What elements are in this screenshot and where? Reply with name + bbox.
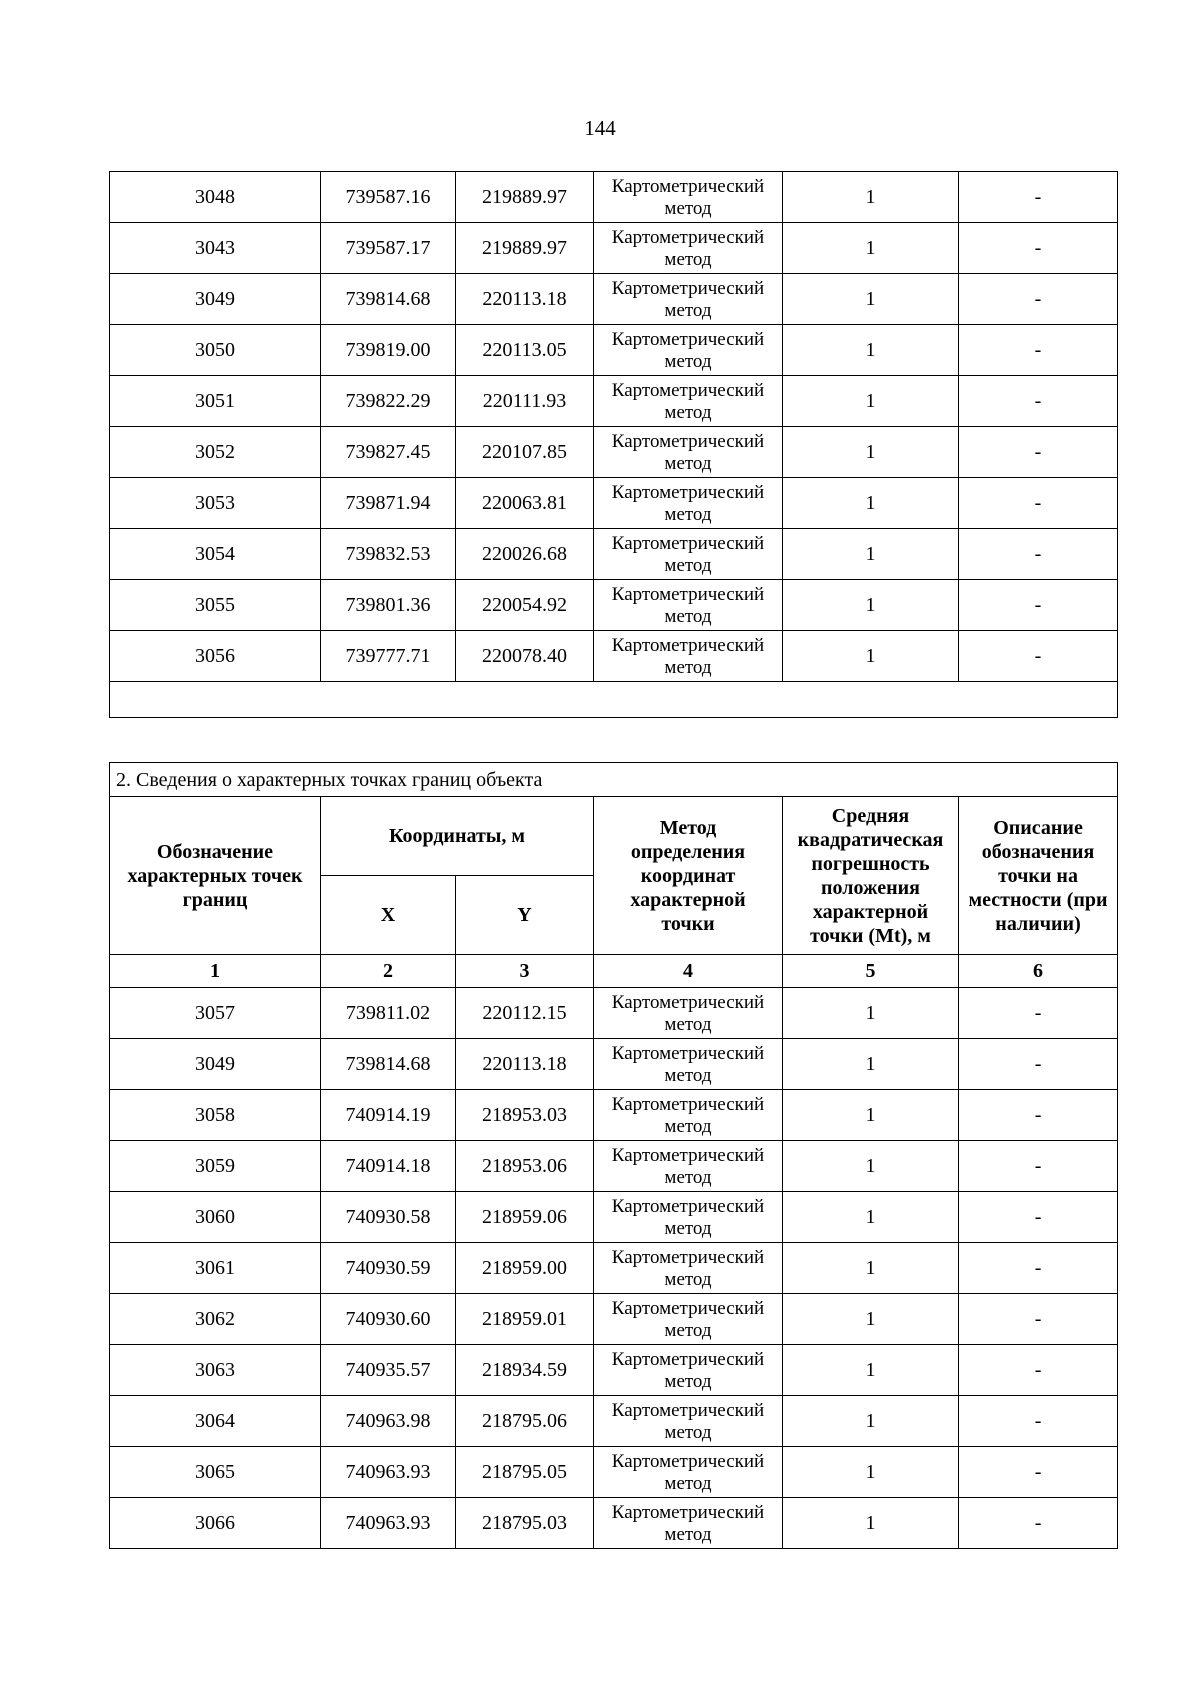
x-coordinate-cell: 739777.71 bbox=[321, 631, 456, 682]
description-cell: - bbox=[959, 376, 1118, 427]
description-cell: - bbox=[959, 1090, 1118, 1141]
method-line: Картометрический bbox=[611, 379, 765, 401]
x-coordinate-cell: 740914.18 bbox=[321, 1141, 456, 1192]
method-line: метод bbox=[664, 197, 712, 219]
header-line: квадратическая bbox=[797, 828, 944, 851]
method-line: метод bbox=[664, 1472, 712, 1494]
column-number: 1 bbox=[110, 955, 321, 988]
description-cell: - bbox=[959, 529, 1118, 580]
header-line: точки на bbox=[998, 864, 1078, 887]
table1-body bbox=[110, 172, 1118, 718]
header-line: положения bbox=[821, 876, 920, 899]
table-row bbox=[110, 478, 1118, 529]
method-cell bbox=[594, 529, 783, 580]
x-coordinate-cell: 740935.57 bbox=[321, 1345, 456, 1396]
header-error bbox=[783, 797, 959, 955]
description-cell: - bbox=[959, 1396, 1118, 1447]
header-line: определения bbox=[630, 840, 746, 863]
method-cell bbox=[594, 1090, 783, 1141]
header-line: погрешность bbox=[811, 852, 930, 875]
method-line: метод bbox=[664, 1319, 712, 1341]
method-line: Картометрический bbox=[611, 1501, 765, 1523]
y-coordinate-cell: 218795.05 bbox=[456, 1447, 594, 1498]
method-cell bbox=[594, 1447, 783, 1498]
method-line: Картометрический bbox=[611, 277, 765, 299]
empty-row bbox=[110, 682, 1118, 718]
method-cell bbox=[594, 1294, 783, 1345]
y-coordinate-cell: 218934.59 bbox=[456, 1345, 594, 1396]
x-coordinate-cell: 740930.59 bbox=[321, 1243, 456, 1294]
point-cell: 3050 bbox=[110, 325, 321, 376]
method-line: метод bbox=[664, 1268, 712, 1290]
header-line: Описание bbox=[993, 816, 1083, 839]
method-line: Картометрический bbox=[611, 1450, 765, 1472]
column-number: 5 bbox=[783, 955, 959, 988]
description-cell: - bbox=[959, 325, 1118, 376]
error-cell: 1 bbox=[783, 529, 959, 580]
column-number: 2 bbox=[321, 955, 456, 988]
empty-cell bbox=[110, 682, 1118, 718]
point-cell: 3060 bbox=[110, 1192, 321, 1243]
error-cell: 1 bbox=[783, 172, 959, 223]
point-cell: 3052 bbox=[110, 427, 321, 478]
header-line: обозначения bbox=[981, 840, 1095, 863]
table2-header bbox=[110, 763, 1118, 988]
method-line: Картометрический bbox=[611, 1042, 765, 1064]
method-line: метод bbox=[664, 1370, 712, 1392]
x-coordinate-cell: 739814.68 bbox=[321, 1039, 456, 1090]
table-row bbox=[110, 1141, 1118, 1192]
method-cell bbox=[594, 1141, 783, 1192]
header-line: точки (Mt), м bbox=[810, 924, 931, 947]
point-cell: 3053 bbox=[110, 478, 321, 529]
description-cell: - bbox=[959, 988, 1118, 1039]
table-row bbox=[110, 1192, 1118, 1243]
table-row bbox=[110, 325, 1118, 376]
method-line: Картометрический bbox=[611, 175, 765, 197]
boundary-points-table bbox=[109, 762, 1118, 1549]
header-line: Средняя bbox=[831, 804, 910, 827]
point-cell: 3049 bbox=[110, 274, 321, 325]
table-row bbox=[110, 1345, 1118, 1396]
method-cell bbox=[594, 325, 783, 376]
description-cell: - bbox=[959, 172, 1118, 223]
method-cell bbox=[594, 478, 783, 529]
header-line: Обозначение bbox=[156, 840, 274, 863]
error-cell: 1 bbox=[783, 1396, 959, 1447]
method-line: метод bbox=[664, 656, 712, 678]
error-cell: 1 bbox=[783, 1498, 959, 1549]
point-cell: 3049 bbox=[110, 1039, 321, 1090]
x-coordinate-cell: 740930.60 bbox=[321, 1294, 456, 1345]
point-cell: 3054 bbox=[110, 529, 321, 580]
method-line: метод bbox=[664, 401, 712, 423]
table-row bbox=[110, 223, 1118, 274]
y-coordinate-cell: 218795.03 bbox=[456, 1498, 594, 1549]
x-coordinate-cell: 740930.58 bbox=[321, 1192, 456, 1243]
method-line: метод bbox=[664, 554, 712, 576]
x-coordinate-cell: 740963.93 bbox=[321, 1447, 456, 1498]
description-cell: - bbox=[959, 1345, 1118, 1396]
method-line: Картометрический bbox=[611, 1093, 765, 1115]
method-cell bbox=[594, 427, 783, 478]
y-coordinate-cell: 218953.03 bbox=[456, 1090, 594, 1141]
method-cell bbox=[594, 223, 783, 274]
method-line: Картометрический bbox=[611, 991, 765, 1013]
description-cell: - bbox=[959, 1243, 1118, 1294]
header-line: наличии) bbox=[995, 912, 1081, 935]
y-coordinate-cell: 220063.81 bbox=[456, 478, 594, 529]
table-row bbox=[110, 376, 1118, 427]
y-coordinate-cell: 218959.06 bbox=[456, 1192, 594, 1243]
x-coordinate-cell: 739832.53 bbox=[321, 529, 456, 580]
x-coordinate-cell: 739827.45 bbox=[321, 427, 456, 478]
description-cell: - bbox=[959, 1039, 1118, 1090]
header-method bbox=[594, 797, 783, 955]
error-cell: 1 bbox=[783, 1294, 959, 1345]
table-row bbox=[110, 1396, 1118, 1447]
method-line: Картометрический bbox=[611, 430, 765, 452]
boundary-points-table-continued bbox=[109, 171, 1118, 718]
point-cell: 3066 bbox=[110, 1498, 321, 1549]
method-cell bbox=[594, 274, 783, 325]
x-coordinate-cell: 740963.98 bbox=[321, 1396, 456, 1447]
y-coordinate-cell: 219889.97 bbox=[456, 172, 594, 223]
table-row bbox=[110, 1498, 1118, 1549]
y-coordinate-cell: 220112.15 bbox=[456, 988, 594, 1039]
method-line: метод bbox=[664, 503, 712, 525]
method-line: метод bbox=[664, 1064, 712, 1086]
error-cell: 1 bbox=[783, 427, 959, 478]
method-line: метод bbox=[664, 350, 712, 372]
section-title: 2. Сведения о характерных точках границ объекта bbox=[110, 763, 1118, 797]
y-coordinate-cell: 219889.97 bbox=[456, 223, 594, 274]
method-line: Картометрический bbox=[611, 226, 765, 248]
description-cell: - bbox=[959, 631, 1118, 682]
header-coordinates: Координаты, м bbox=[321, 797, 594, 876]
description-cell: - bbox=[959, 427, 1118, 478]
method-line: метод bbox=[664, 452, 712, 474]
description-cell: - bbox=[959, 1192, 1118, 1243]
description-cell: - bbox=[959, 1447, 1118, 1498]
y-coordinate-cell: 220026.68 bbox=[456, 529, 594, 580]
table-row bbox=[110, 172, 1118, 223]
table-row bbox=[110, 427, 1118, 478]
header-line: границ bbox=[182, 888, 248, 911]
header-line: характерной bbox=[812, 900, 929, 923]
method-line: метод bbox=[664, 248, 712, 270]
method-cell bbox=[594, 1192, 783, 1243]
header-line: характерной bbox=[630, 888, 746, 911]
method-line: метод bbox=[664, 1421, 712, 1443]
point-cell: 3062 bbox=[110, 1294, 321, 1345]
method-cell bbox=[594, 1498, 783, 1549]
method-line: Картометрический bbox=[611, 583, 765, 605]
header-y: Y bbox=[456, 876, 594, 955]
method-line: метод bbox=[664, 1166, 712, 1188]
point-cell: 3057 bbox=[110, 988, 321, 1039]
error-cell: 1 bbox=[783, 478, 959, 529]
description-cell: - bbox=[959, 580, 1118, 631]
error-cell: 1 bbox=[783, 1090, 959, 1141]
error-cell: 1 bbox=[783, 1345, 959, 1396]
method-cell bbox=[594, 1243, 783, 1294]
description-cell: - bbox=[959, 1141, 1118, 1192]
table2-body bbox=[110, 988, 1118, 1549]
header-description bbox=[959, 797, 1118, 955]
table-row bbox=[110, 1243, 1118, 1294]
y-coordinate-cell: 220054.92 bbox=[456, 580, 594, 631]
table-row bbox=[110, 988, 1118, 1039]
y-coordinate-cell: 220113.05 bbox=[456, 325, 594, 376]
y-coordinate-cell: 220078.40 bbox=[456, 631, 594, 682]
method-line: метод bbox=[664, 605, 712, 627]
method-line: Картометрический bbox=[611, 1399, 765, 1421]
table-row bbox=[110, 1294, 1118, 1345]
header-point-designation bbox=[110, 797, 321, 955]
point-cell: 3065 bbox=[110, 1447, 321, 1498]
point-cell: 3061 bbox=[110, 1243, 321, 1294]
x-coordinate-cell: 739871.94 bbox=[321, 478, 456, 529]
method-line: метод bbox=[664, 1013, 712, 1035]
error-cell: 1 bbox=[783, 1192, 959, 1243]
error-cell: 1 bbox=[783, 631, 959, 682]
x-coordinate-cell: 739814.68 bbox=[321, 274, 456, 325]
column-number: 4 bbox=[594, 955, 783, 988]
x-coordinate-cell: 740963.93 bbox=[321, 1498, 456, 1549]
table-row bbox=[110, 580, 1118, 631]
column-number: 6 bbox=[959, 955, 1118, 988]
method-cell bbox=[594, 988, 783, 1039]
method-cell bbox=[594, 376, 783, 427]
error-cell: 1 bbox=[783, 988, 959, 1039]
method-line: Картометрический bbox=[611, 1348, 765, 1370]
point-cell: 3043 bbox=[110, 223, 321, 274]
x-coordinate-cell: 739587.16 bbox=[321, 172, 456, 223]
table-row bbox=[110, 1090, 1118, 1141]
y-coordinate-cell: 220111.93 bbox=[456, 376, 594, 427]
table-row bbox=[110, 1039, 1118, 1090]
point-cell: 3055 bbox=[110, 580, 321, 631]
point-cell: 3063 bbox=[110, 1345, 321, 1396]
point-cell: 3059 bbox=[110, 1141, 321, 1192]
description-cell: - bbox=[959, 274, 1118, 325]
description-cell: - bbox=[959, 223, 1118, 274]
x-coordinate-cell: 739822.29 bbox=[321, 376, 456, 427]
method-line: Картометрический bbox=[611, 481, 765, 503]
page-number: 144 bbox=[584, 116, 616, 140]
description-cell: - bbox=[959, 1498, 1118, 1549]
header-x: X bbox=[321, 876, 456, 955]
method-line: Картометрический bbox=[611, 634, 765, 656]
header-line: Метод bbox=[659, 816, 717, 839]
table-row bbox=[110, 631, 1118, 682]
method-line: Картометрический bbox=[611, 1195, 765, 1217]
y-coordinate-cell: 220113.18 bbox=[456, 1039, 594, 1090]
x-coordinate-cell: 739801.36 bbox=[321, 580, 456, 631]
header-line: характерных точек bbox=[127, 864, 303, 887]
header-line: точки bbox=[661, 912, 715, 935]
description-cell: - bbox=[959, 478, 1118, 529]
error-cell: 1 bbox=[783, 274, 959, 325]
method-line: Картометрический bbox=[611, 1246, 765, 1268]
method-line: метод bbox=[664, 299, 712, 321]
y-coordinate-cell: 218959.01 bbox=[456, 1294, 594, 1345]
method-line: метод bbox=[664, 1115, 712, 1137]
method-cell bbox=[594, 631, 783, 682]
column-number: 3 bbox=[456, 955, 594, 988]
error-cell: 1 bbox=[783, 223, 959, 274]
method-line: метод bbox=[664, 1217, 712, 1239]
x-coordinate-cell: 740914.19 bbox=[321, 1090, 456, 1141]
method-line: Картометрический bbox=[611, 1297, 765, 1319]
method-line: метод bbox=[664, 1523, 712, 1545]
method-line: Картометрический bbox=[611, 532, 765, 554]
y-coordinate-cell: 220107.85 bbox=[456, 427, 594, 478]
point-cell: 3056 bbox=[110, 631, 321, 682]
method-cell bbox=[594, 1039, 783, 1090]
method-cell bbox=[594, 1345, 783, 1396]
error-cell: 1 bbox=[783, 1039, 959, 1090]
error-cell: 1 bbox=[783, 1447, 959, 1498]
method-cell bbox=[594, 1396, 783, 1447]
method-line: Картометрический bbox=[611, 1144, 765, 1166]
error-cell: 1 bbox=[783, 376, 959, 427]
column-number-row bbox=[110, 955, 1118, 988]
y-coordinate-cell: 220113.18 bbox=[456, 274, 594, 325]
point-cell: 3064 bbox=[110, 1396, 321, 1447]
y-coordinate-cell: 218959.00 bbox=[456, 1243, 594, 1294]
description-cell: - bbox=[959, 1294, 1118, 1345]
x-coordinate-cell: 739811.02 bbox=[321, 988, 456, 1039]
error-cell: 1 bbox=[783, 1141, 959, 1192]
error-cell: 1 bbox=[783, 580, 959, 631]
method-cell bbox=[594, 172, 783, 223]
table-row bbox=[110, 1447, 1118, 1498]
y-coordinate-cell: 218795.06 bbox=[456, 1396, 594, 1447]
table-row bbox=[110, 274, 1118, 325]
x-coordinate-cell: 739819.00 bbox=[321, 325, 456, 376]
point-cell: 3048 bbox=[110, 172, 321, 223]
method-cell bbox=[594, 580, 783, 631]
y-coordinate-cell: 218953.06 bbox=[456, 1141, 594, 1192]
point-cell: 3058 bbox=[110, 1090, 321, 1141]
header-line: местности (при bbox=[968, 888, 1108, 911]
x-coordinate-cell: 739587.17 bbox=[321, 223, 456, 274]
table-row bbox=[110, 529, 1118, 580]
error-cell: 1 bbox=[783, 1243, 959, 1294]
point-cell: 3051 bbox=[110, 376, 321, 427]
header-line: координат bbox=[640, 864, 736, 887]
error-cell: 1 bbox=[783, 325, 959, 376]
method-line: Картометрический bbox=[611, 328, 765, 350]
